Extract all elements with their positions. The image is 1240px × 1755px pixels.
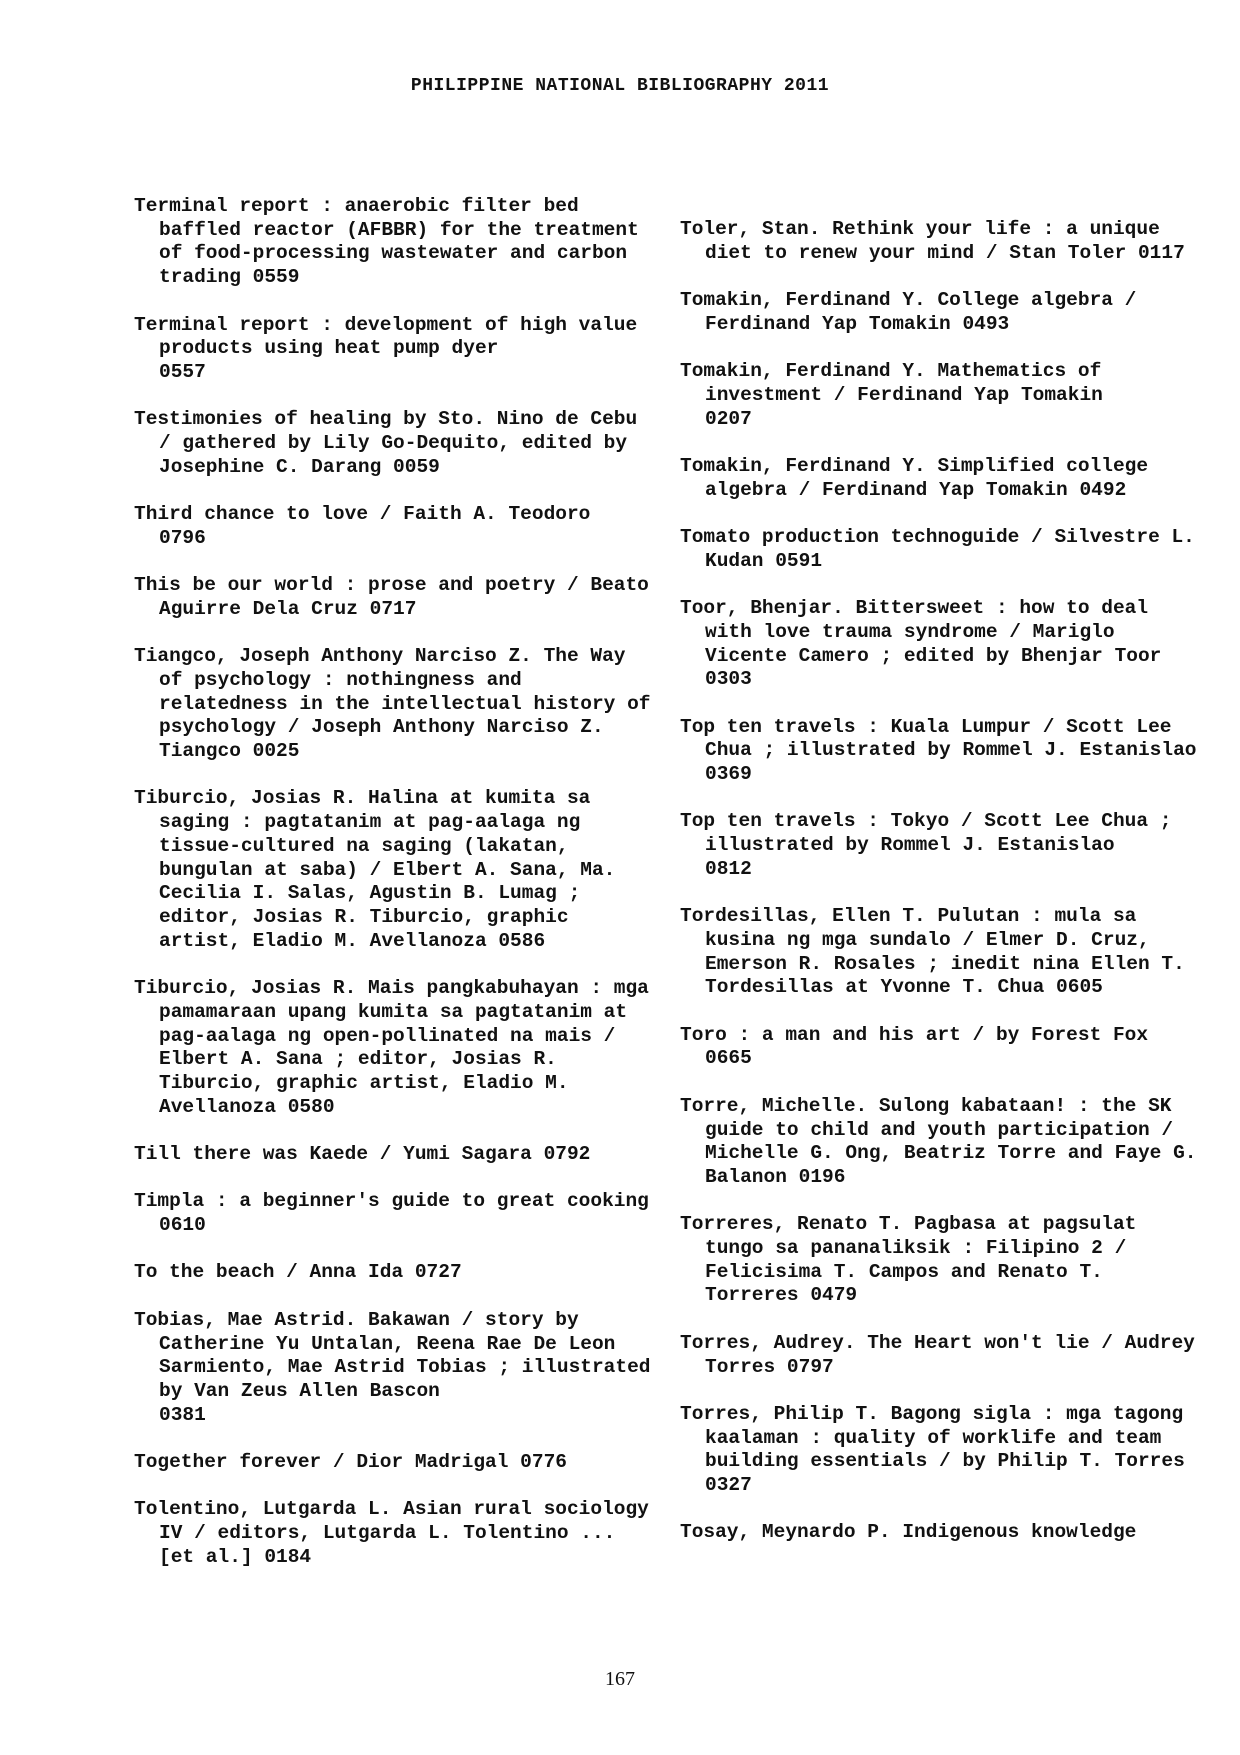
bibliography-entry: Torres, Philip T. Bagong sigla : mga tagong kaalaman : quality of worklife and team building essentials / by Philip T. Torres 0327 bbox=[680, 1402, 1185, 1497]
bibliography-entry: Tomakin, Ferdinand Y. College algebra / Ferdinand Yap Tomakin 0493 bbox=[680, 289, 1137, 335]
bibliography-entry: Together forever / Dior Madrigal 0776 bbox=[134, 1451, 567, 1474]
page-header-title: PHILIPPINE NATIONAL BIBLIOGRAPHY 2011 bbox=[410, 76, 830, 96]
bibliography-entry: Tolentino, Lutgarda L. Asian rural sociology IV / editors, Lutgarda L. Tolentino ... [et al.] 0184 bbox=[134, 1498, 649, 1568]
bibliography-entry: Tosay, Meynardo P. Indigenous knowledge bbox=[680, 1521, 1137, 1544]
bibliography-entry: Timpla : a beginner's guide to great cooking 0610 bbox=[134, 1190, 649, 1237]
bibliography-entry: Toler, Stan. Rethink your life : a unique diet to renew your mind / Stan Toler 0117 bbox=[680, 218, 1185, 264]
bibliography-entry: Torres, Audrey. The Heart won't lie / Audrey Torres 0797 bbox=[680, 1331, 1195, 1378]
bibliography-entry: Tobias, Mae Astrid. Bakawan / story by Catherine Yu Untalan, Reena Rae De Leon Sarmiento, Mae Astrid Tobias ; illustrated by Van Zeus Allen Bascon 0381 bbox=[134, 1308, 651, 1426]
bibliography-entry: Tomakin, Ferdinand Y. Simplified college algebra / Ferdinand Yap Tomakin 0492 bbox=[680, 454, 1149, 501]
bibliography-entry: Torreres, Renato T. Pagbasa at pagsulat tungo sa pananaliksik : Filipino 2 / Felicisima T. Campos and Renato T. Torreres 0479 bbox=[680, 1213, 1137, 1307]
bibliography-entry: Terminal report : development of high value products using heat pump dyer 0557 bbox=[134, 313, 638, 383]
right-column bbox=[680, 218, 1200, 1569]
bibliography-entry: Torre, Michelle. Sulong kabataan! : the SK guide to child and youth participation / Michelle G. Ong, Beatriz Torre and Faye G. Balanon 0196 bbox=[680, 1094, 1197, 1188]
bibliography-entry: Tiburcio, Josias R. Halina at kumita sa saging : pagtatanim at pag-aalaga ng tissue-cultured na saging (lakatan, bungulan at saba) / Elbert A. Sana, Ma. Cecilia I. Salas, Agustin B. Lumag ; editor, Josias R. Tiburcio, graphic artist, Eladio M. Avellanoza 0586 bbox=[134, 787, 616, 952]
page-number: 167 bbox=[605, 1668, 635, 1690]
bibliography-entry: Terminal report : anaerobic filter bed baffled reactor (AFBBR) for the treatment of food-processing wastewater and carbon trading 0559 bbox=[134, 195, 639, 289]
bibliography-entry: Testimonies of healing by Sto. Nino de Cebu / gathered by Lily Go-Dequito, edited by Josephine C. Darang 0059 bbox=[134, 408, 638, 478]
bibliography-entry: Tiangco, Joseph Anthony Narciso Z. The Way of psychology : nothingness and relatedness in the intellectual history of psychology / Joseph Anthony Narciso Z. Tiangco 0025 bbox=[134, 645, 651, 763]
bibliography-entry: Till there was Kaede / Yumi Sagara 0792 bbox=[134, 1143, 591, 1165]
bibliography-entry: This be our world : prose and poetry / Beato Aguirre Dela Cruz 0717 bbox=[134, 574, 649, 620]
bibliography-entry: To the beach / Anna Ida 0727 bbox=[134, 1261, 462, 1284]
bibliography-entry: Tiburcio, Josias R. Mais pangkabuhayan : mga pamamaraan upang kumita sa pagtatanim at pag-aalaga ng open-pollinated na mais / Elbert A. Sana ; editor, Josias R. Tiburcio, graphic artist, Eladio M. Avellanoza 0580 bbox=[134, 977, 649, 1118]
bibliography-entry: Toor, Bhenjar. Bittersweet : how to deal with love trauma syndrome / Mariglo Vicente Camero ; edited by Bhenjar Toor 0303 bbox=[680, 597, 1162, 691]
bibliography-entry: Tomato production technoguide / Silvestre L. Kudan 0591 bbox=[680, 526, 1195, 572]
bibliography-entry: Tomakin, Ferdinand Y. Mathematics of investment / Ferdinand Yap Tomakin 0207 bbox=[680, 360, 1103, 430]
bibliography-entry: Top ten travels : Tokyo / Scott Lee Chua ; illustrated by Rommel J. Estanislao 0812 bbox=[680, 810, 1172, 880]
bibliography-entry: Tordesillas, Ellen T. Pulutan : mula sa kusina ng mga sundalo / Elmer D. Cruz, Emerson R. Rosales ; inedit nina Ellen T. Tordesillas at Yvonne T. Chua 0605 bbox=[680, 905, 1185, 999]
left-column bbox=[134, 195, 654, 1593]
bibliography-entry: Toro : a man and his art / by Forest Fox 0665 bbox=[680, 1023, 1149, 1070]
bibliography-entry: Third chance to love / Faith A. Teodoro 0796 bbox=[134, 503, 591, 549]
bibliography-entry: Top ten travels : Kuala Lumpur / Scott Lee Chua ; illustrated by Rommel J. Estanislao 0369 bbox=[680, 715, 1197, 786]
